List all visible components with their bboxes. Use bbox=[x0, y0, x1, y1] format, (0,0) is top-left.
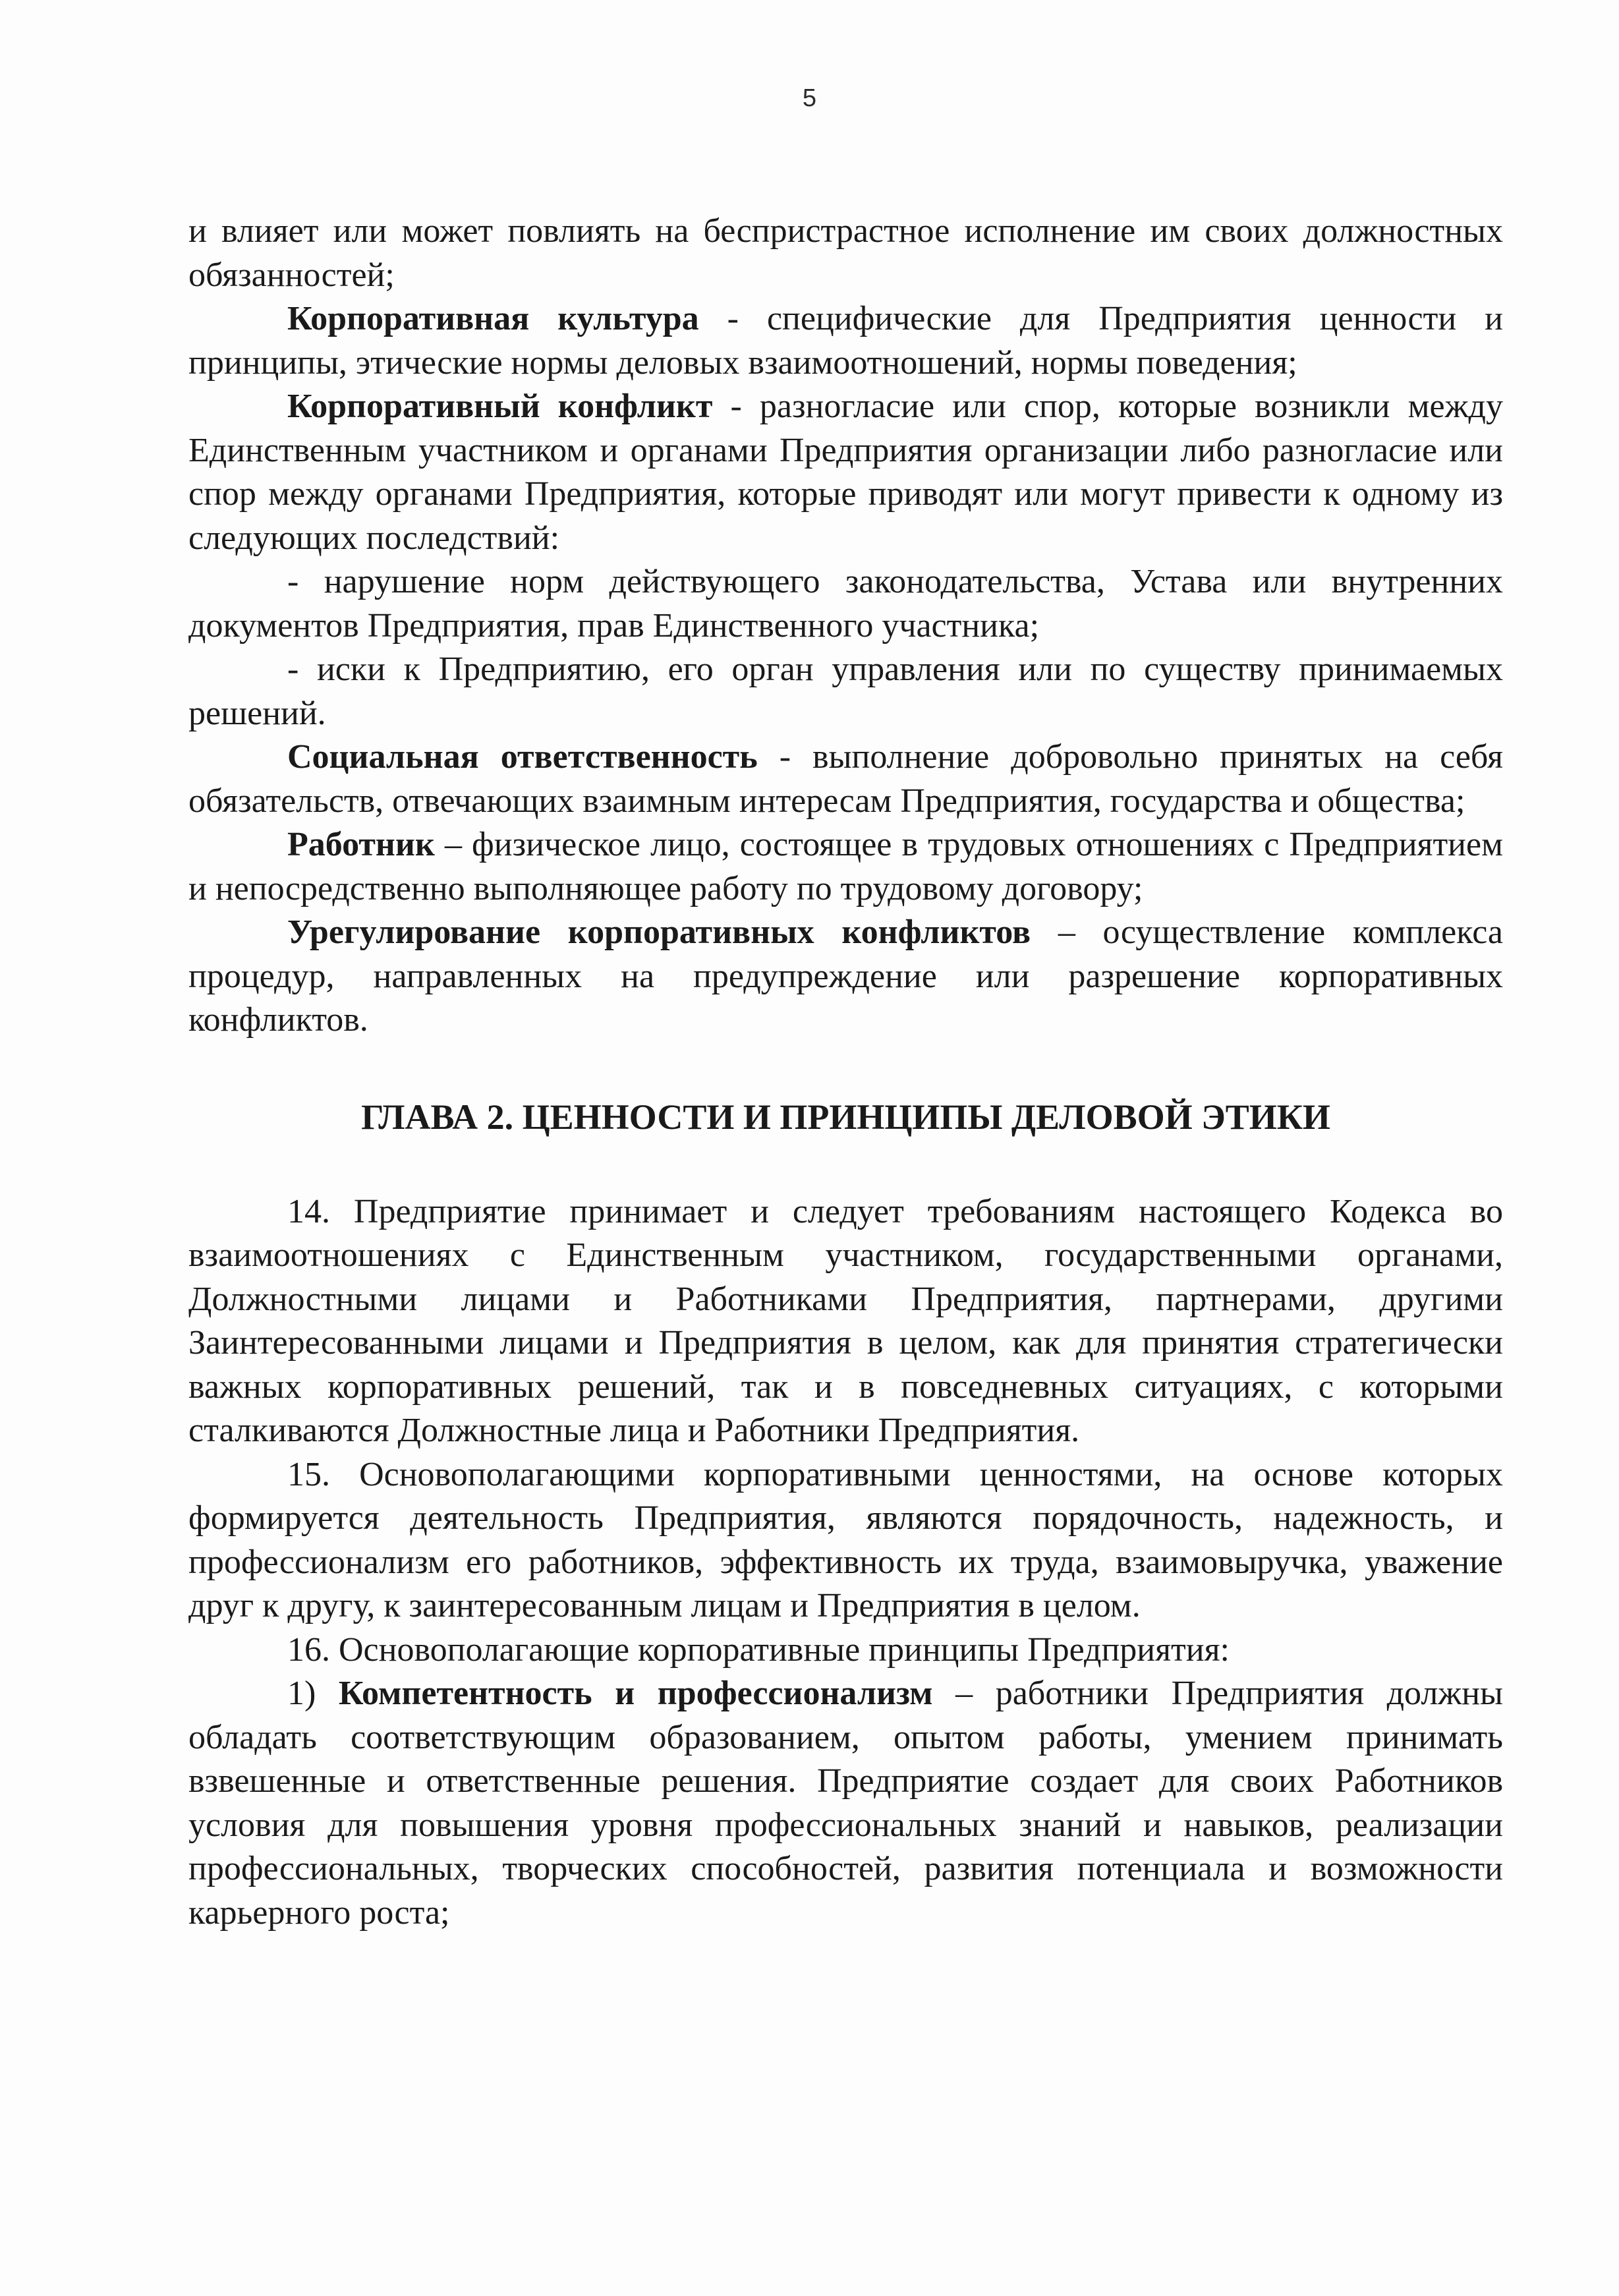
definition-text: - выполнение добровольно принятых на себя обязательств, отвечающих взаимным интересам Предприятия, государства и общества; bbox=[188, 738, 1503, 820]
clause-14: 14. Предприятие принимает и следует требованиям настоящего Кодекса во взаимоотношениях с Единственным участником, государственными органами, Должностными лицами и Работниками Предприятия, партнерами, другими Заинтересованными лицами и Предприятия в целом, как для принятия стратегически важных корпоративных решений, так и в повседневных ситуациях, с которыми сталкиваются Должностные лица и Работники Предприятия. bbox=[188, 1192, 1503, 1449]
term-employee: Работник bbox=[287, 826, 435, 863]
chapter-heading: ГЛАВА 2. ЦЕННОСТИ И ПРИНЦИПЫ ДЕЛОВОЙ ЭТИКИ bbox=[361, 1097, 1330, 1137]
conflict-consequence-2: - иски к Предприятию, его орган управления или по существу принимаемых решений. bbox=[188, 650, 1503, 732]
conflict-consequence-1: - нарушение норм действующего законодательства, Устава или внутренних документов Предприятия, прав Единственного участника; bbox=[188, 563, 1503, 645]
definition-corporate-culture bbox=[188, 297, 1503, 385]
definition-employee bbox=[188, 823, 1503, 911]
term-corporate-culture: Корпоративная культура bbox=[287, 300, 699, 337]
document-body bbox=[188, 210, 1503, 1935]
definition-social-responsibility bbox=[188, 735, 1503, 823]
term-conflict-settlement: Урегулирование корпоративных конфликтов bbox=[287, 913, 1031, 951]
list-number: 1) bbox=[287, 1675, 339, 1712]
term-competence: Компетентность и профессионализм bbox=[338, 1675, 933, 1712]
term-corporate-conflict: Корпоративный конфликт bbox=[287, 387, 713, 425]
definition-text: - специфические для Предприятия ценности и принципы, этические нормы деловых взаимоотношений, нормы поведения; bbox=[188, 300, 1503, 382]
clause-16-1 bbox=[188, 1672, 1503, 1935]
definition-conflict-settlement bbox=[188, 911, 1503, 1043]
page-number: 5 bbox=[802, 84, 817, 112]
paragraph-continuation: и влияет или может повлиять на беспристрастное исполнение им своих должностных обязанностей; bbox=[188, 212, 1503, 294]
principle-text: – работники Предприятия должны обладать соответствующим образованием, опытом работы, умением принимать взвешенные и ответственные решения. Предприятие создает для своих Работников условия для повышения уровня профессиональных знаний и навыков, реализации профессиональных, творческих способностей, развития потенциала и возможности карьерного роста; bbox=[188, 1675, 1503, 1932]
term-social-responsibility: Социальная ответственность bbox=[287, 738, 758, 776]
clause-15: 15. Основополагающими корпоративными ценностями, на основе которых формируется деятельность Предприятия, являются порядочность, надежность, и профессионализм его работников, эффективность их труда, взаимовыручка, уважение друг к другу, к заинтересованным лицам и Предприятия в целом. bbox=[188, 1455, 1503, 1624]
definition-text: - разногласие или спор, которые возникли между Единственным участником и органами Предприятия организации либо разногласие или спор между органами Предприятия, которые приводят или могут привести к одному из следующих последствий: bbox=[188, 387, 1503, 557]
definition-text: – осуществление комплекса процедур, направленных на предупреждение или разрешение корпоративных конфликтов. bbox=[188, 913, 1503, 1039]
clause-16: 16. Основополагающие корпоративные принципы Предприятия: bbox=[287, 1630, 1230, 1669]
definition-text: – физическое лицо, состоящее в трудовых отношениях с Предприятием и непосредственно выполняющее работу по трудовому договору; bbox=[188, 826, 1503, 907]
definition-corporate-conflict bbox=[188, 385, 1503, 560]
